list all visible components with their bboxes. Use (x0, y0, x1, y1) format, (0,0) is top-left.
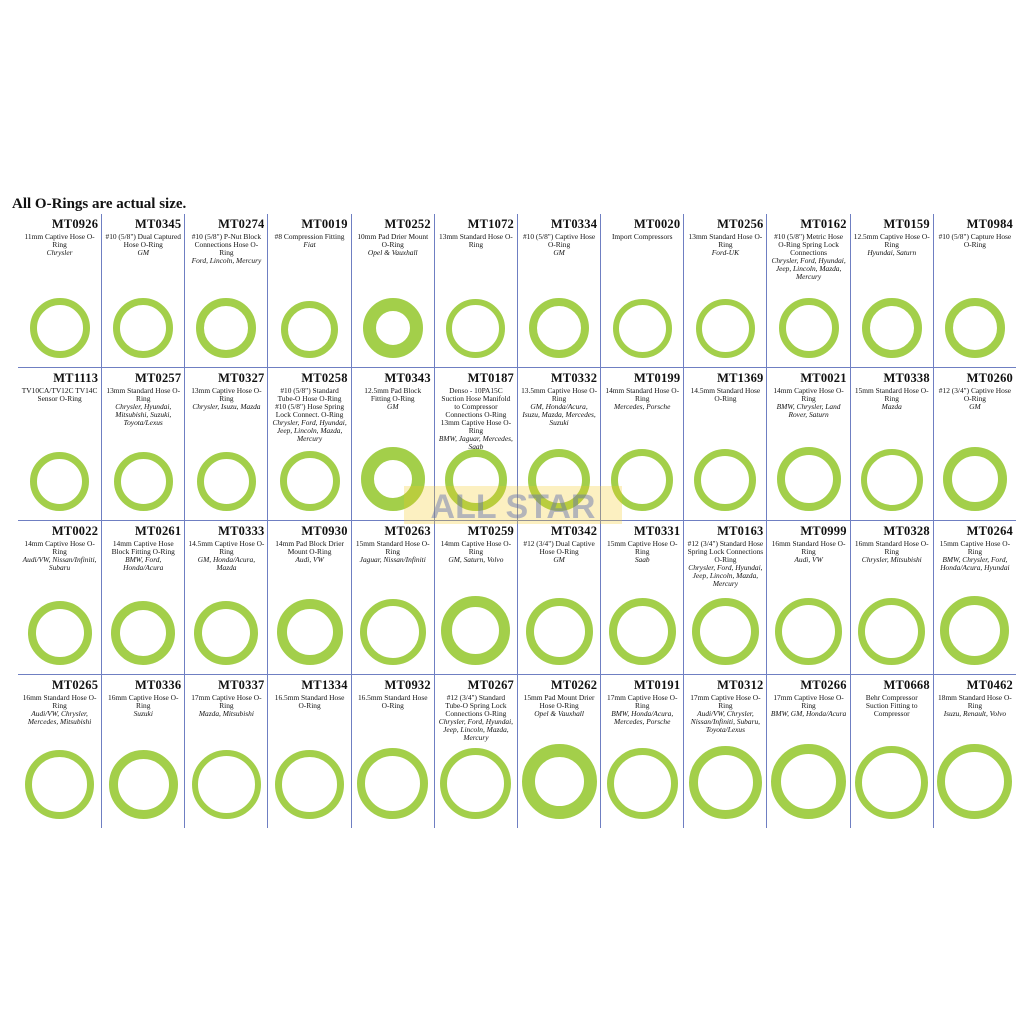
part-number: MT0336 (134, 677, 182, 692)
o-ring-graphic (194, 601, 258, 665)
part-description: 11mm Captive Hose O-Ring (24, 232, 95, 249)
o-ring-graphic (945, 298, 1005, 358)
o-ring-cell (184, 214, 267, 368)
vehicle-applications: Mercedes, Porsche (614, 401, 671, 411)
part-number: MT0462 (966, 677, 1013, 692)
vehicle-applications: Chrysler, Ford, Hyundai, Jeep, Lincoln, Mazda, Mercury (688, 563, 763, 588)
part-description: Behr Compressor Suction Fitting to Compressor (865, 692, 918, 718)
vehicle-applications: Chrysler, Mitsubishi (861, 555, 922, 564)
part-description: 18mm Standard Hose O-Ring (938, 692, 1012, 710)
vehicle-applications: BMW, Chrysler, Ford, Honda/Acura, Hyundai (940, 555, 1010, 572)
vehicle-applications: GM (553, 555, 565, 564)
part-description: 17mm Captive Hose O-Ring (191, 692, 262, 710)
part-description: 14mm Captive Hose O-Ring (440, 539, 512, 556)
part-description: 12.5mm Pad Block Fitting O-Ring (364, 385, 422, 403)
vehicle-applications: Chrysler, Ford, Hyundai, Jeep, Lincoln, Mazda, Mercury (438, 716, 514, 742)
part-number: MT0345 (134, 217, 182, 231)
o-ring-graphic (943, 447, 1007, 511)
vehicle-applications: Audi, VW (794, 555, 823, 564)
vehicle-applications: BMW, Honda/Acura, Mercedes, Porsche (611, 708, 674, 726)
part-number: MT0274 (218, 217, 265, 231)
part-number: MT0022 (51, 524, 99, 538)
part-description: 17mm Captive Hose O-Ring (607, 692, 678, 710)
o-ring-graphic (197, 452, 256, 511)
o-ring-cell (351, 675, 434, 829)
o-ring-graphic (861, 449, 923, 511)
page-title: All O-Rings are actual size. (12, 196, 187, 212)
o-ring-cell (850, 675, 933, 829)
part-number: MT0331 (633, 524, 681, 538)
o-ring-graphic (862, 298, 922, 358)
part-number: MT0343 (384, 370, 431, 385)
vehicle-applications: Jaguar, Nissan/Infiniti (359, 555, 426, 564)
vehicle-applications: GM, Honda/Acura, Isuzu, Mazda, Mercedes, Suzuki (522, 401, 596, 427)
o-ring-cell (101, 368, 184, 522)
o-ring-graphic (363, 298, 423, 358)
o-ring-graphic (280, 451, 340, 511)
part-number: MT0263 (384, 524, 431, 538)
o-ring-cell (766, 675, 849, 829)
part-number: MT0267 (467, 677, 514, 692)
o-ring-cell (600, 214, 683, 368)
part-number: MT0256 (717, 217, 764, 231)
vehicle-applications: Chrysler, Hyundai, Mitsubishi, Suzuki, Toyota/Lexus (115, 401, 172, 427)
o-ring-cell (933, 368, 1016, 522)
part-number: MT0930 (301, 524, 348, 538)
part-number: MT0333 (218, 524, 265, 538)
vehicle-applications: Chrysler, Ford, Hyundai, Jeep, Lincoln, Mazda, Mercury (771, 256, 846, 281)
part-number: MT1113 (53, 370, 99, 385)
part-number: MT0020 (633, 217, 681, 231)
vehicle-applications: Ford-UK (711, 248, 740, 257)
part-description: TV10CA/TV12C TV14C Sensor O-Ring (21, 385, 98, 403)
vehicle-applications: BMW, Chrysler, Land Rover, Saturn (776, 401, 841, 419)
o-ring-cell (683, 675, 766, 829)
part-description: #12 (3/4") Standard Tube-O Spring Lock Connections O-Ring (445, 692, 507, 718)
o-ring-cell (18, 675, 101, 829)
vehicle-applications: Chrysler, Isuzu, Mazda (192, 401, 261, 411)
o-ring-cell (766, 368, 849, 522)
o-ring-graphic (611, 449, 673, 511)
vehicle-applications: Audi, VW (295, 555, 324, 564)
o-ring-graphic (281, 301, 338, 358)
part-number: MT0261 (134, 524, 182, 538)
part-description: #10 (5/8") Captive Hose O-Ring (522, 232, 596, 249)
part-number: MT0252 (384, 217, 431, 231)
vehicle-applications: GM (137, 248, 149, 257)
o-ring-cell (933, 675, 1016, 829)
part-number: MT0984 (966, 217, 1013, 231)
part-description: #8 Compression Fitting (274, 232, 345, 241)
part-description: 10mm Pad Drier Mount O-Ring (357, 232, 429, 249)
part-number: MT1072 (467, 217, 514, 231)
o-ring-cell (267, 675, 350, 829)
part-number: MT0258 (301, 370, 348, 385)
vehicle-applications: Fiat (303, 240, 316, 249)
part-number: MT0199 (633, 370, 681, 385)
part-description: #10 (5/8") Metric Hose O-Ring Spring Lock Connections (774, 232, 844, 257)
part-description: 13mm Standard Hose O-Ring (688, 232, 763, 249)
o-ring-cell (683, 368, 766, 522)
part-description: #10 (5/8") Dual Captured Hose O-Ring (105, 232, 181, 249)
o-ring-graphic (609, 598, 676, 665)
o-ring-graphic (937, 744, 1012, 819)
part-number: MT1369 (717, 370, 764, 385)
part-number: MT0327 (218, 370, 265, 385)
o-ring-graphic (526, 598, 593, 665)
o-ring-cell (850, 521, 933, 675)
o-ring-graphic (441, 596, 510, 665)
o-ring-cell (351, 368, 434, 522)
part-description: 15mm Captive Hose O-Ring (939, 539, 1011, 556)
part-number: MT0328 (883, 524, 930, 538)
o-ring-graphic (192, 750, 261, 819)
o-ring-chart (18, 214, 1016, 828)
part-number: MT0334 (550, 217, 598, 231)
o-ring-graphic (775, 598, 842, 665)
o-ring-grid (18, 214, 1016, 828)
o-ring-cell (850, 368, 933, 522)
part-description: 14.5mm Captive Hose O-Ring (188, 539, 265, 556)
part-description: 17mm Captive Hose O-Ring (773, 692, 844, 710)
o-ring-cell (517, 675, 600, 829)
o-ring-cell (267, 521, 350, 675)
o-ring-cell (766, 521, 849, 675)
o-ring-cell (267, 214, 350, 368)
o-ring-graphic (113, 298, 173, 358)
vehicle-applications: Opel & Vauxhall (534, 708, 584, 718)
part-description: 15mm Captive Hose O-Ring (607, 539, 678, 556)
o-ring-cell (434, 521, 517, 675)
part-number: MT0163 (717, 524, 764, 538)
part-number: MT0191 (633, 677, 681, 692)
o-ring-cell (18, 214, 101, 368)
part-description: 14mm Captive Hose Block Fitting O-Ring (111, 539, 175, 556)
part-number: MT0259 (467, 524, 514, 538)
vehicle-applications: GM, Honda/Acura, Mazda (197, 555, 256, 572)
o-ring-cell (517, 521, 600, 675)
part-number: MT0337 (218, 677, 265, 692)
part-description: 13mm Standard Hose O-Ring (106, 385, 181, 403)
part-description: Import Compressors (611, 232, 673, 241)
o-ring-graphic (692, 598, 759, 665)
o-ring-graphic (613, 299, 672, 358)
part-description: 14mm Standard Hose O-Ring (605, 385, 680, 403)
o-ring-cell (351, 521, 434, 675)
o-ring-graphic (940, 596, 1009, 665)
o-ring-graphic (779, 298, 839, 358)
part-description: 16.5mm Standard Hose O-Ring (357, 692, 428, 710)
o-ring-cell (683, 214, 766, 368)
o-ring-cell (766, 214, 849, 368)
o-ring-graphic (777, 447, 841, 511)
o-ring-cell (434, 214, 517, 368)
o-ring-cell (434, 368, 517, 522)
o-ring-graphic (361, 447, 425, 511)
part-number: MT0187 (467, 370, 514, 385)
watermark-text: ALL STAR (430, 488, 596, 526)
part-description: 16mm Standard Hose O-Ring (22, 692, 97, 710)
o-ring-cell (18, 521, 101, 675)
part-number: MT0668 (883, 677, 930, 692)
o-ring-graphic (28, 601, 92, 665)
part-description: 14.5mm Standard Hose O-Ring (690, 385, 761, 403)
o-ring-graphic (522, 744, 597, 819)
part-description: #10 (5/8") Standard Tube-O Hose O-Ring #10 (5/8") Hose Spring Lock Connect. O-Ring (275, 385, 345, 419)
part-number: MT0257 (134, 370, 182, 385)
part-description: #12 (3/4") Dual Captive Hose O-Ring (523, 539, 595, 556)
part-number: MT0162 (800, 217, 847, 231)
part-description: 13.5mm Captive Hose O-Ring (521, 385, 598, 403)
part-description: 14mm Pad Block Drier Mount O-Ring (275, 539, 344, 556)
vehicle-applications: Isuzu, Renault, Volvo (943, 708, 1007, 718)
o-ring-graphic (696, 299, 755, 358)
o-ring-cell (434, 675, 517, 829)
vehicle-applications: BMW, Ford, Honda/Acura (123, 555, 164, 572)
o-ring-cell (933, 521, 1016, 675)
part-description: 14mm Captive Hose O-Ring (24, 539, 95, 556)
o-ring-cell (683, 521, 766, 675)
part-description: 15mm Pad Mount Drier Hose O-Ring (523, 692, 595, 710)
o-ring-cell (101, 214, 184, 368)
part-number: MT0312 (717, 677, 764, 692)
o-ring-graphic (607, 748, 678, 819)
part-description: #12 (3/4") Captive Hose O-Ring (938, 385, 1011, 403)
o-ring-graphic (529, 298, 589, 358)
vehicle-applications: Saab (634, 555, 650, 564)
o-ring-graphic (858, 598, 925, 665)
part-number: MT1334 (301, 677, 348, 692)
vehicle-applications: GM, Saturn, Volvo (448, 555, 504, 564)
part-description: 15mm Standard Hose O-Ring (355, 539, 430, 556)
o-ring-graphic (694, 449, 756, 511)
vehicle-applications: BMW, Jaguar, Mercedes, Saab (438, 433, 513, 451)
o-ring-cell (933, 214, 1016, 368)
o-ring-cell (267, 368, 350, 522)
vehicle-applications: Audi/VW, Chrysler, Mercedes, Mitsubishi (27, 708, 92, 726)
part-description: 15mm Standard Hose O-Ring (854, 385, 929, 403)
part-description: 16mm Standard Hose O-Ring (854, 539, 929, 556)
part-number: MT0999 (800, 524, 847, 538)
o-ring-cell (184, 521, 267, 675)
vehicle-applications: Mazda (881, 401, 902, 411)
part-number: MT0266 (800, 677, 847, 692)
vehicle-applications: Opel & Vauxhall (367, 248, 418, 257)
part-description: #10 (5/8") P-Nut Block Connections Hose O-Ring (191, 232, 262, 257)
o-ring-cell (850, 214, 933, 368)
o-ring-graphic (528, 449, 590, 511)
part-number: MT0265 (51, 677, 99, 692)
o-ring-graphic (30, 452, 89, 511)
o-ring-graphic (360, 599, 426, 665)
part-description: 16mm Captive Hose O-Ring (108, 692, 179, 710)
vehicle-applications: GM (386, 401, 399, 411)
o-ring-graphic (446, 299, 505, 358)
part-description: 13mm Standard Hose O-Ring (439, 232, 513, 249)
vehicle-applications: Audi/VW, Nissan/Infiniti, Subaru (22, 555, 97, 572)
o-ring-graphic (275, 750, 344, 819)
part-description: Denso - 10PA15C Suction Hose Manifold to Compressor Connections O-Ring 13mm Captive Hose O-Ring (440, 385, 512, 435)
o-ring-cell (600, 521, 683, 675)
part-description: 12.5mm Captive Hose O-Ring (853, 232, 930, 249)
part-description: #10 (5/8") Capture Hose O-Ring (938, 232, 1012, 249)
part-number: MT0926 (51, 217, 99, 231)
vehicle-applications: Ford, Lincoln, Mercury (191, 256, 262, 265)
vehicle-applications: Mazda, Mitsubishi (198, 708, 254, 718)
o-ring-graphic (689, 746, 762, 819)
vehicle-applications: Hyundai, Saturn (867, 248, 917, 257)
o-ring-cell (184, 675, 267, 829)
o-ring-cell (101, 521, 184, 675)
part-number: MT0159 (883, 217, 930, 231)
part-description: 13mm Captive Hose O-Ring (191, 385, 262, 403)
o-ring-cell (517, 368, 600, 522)
o-ring-graphic (25, 750, 94, 819)
o-ring-cell (351, 214, 434, 368)
vehicle-applications: Suzuki (133, 708, 153, 718)
o-ring-graphic (109, 750, 178, 819)
part-description: #12 (3/4") Standard Hose Spring Lock Connections O-Ring (687, 539, 764, 564)
vehicle-applications: Chrysler, Ford, Hyundai, Jeep, Lincoln, Mazda, Mercury (272, 417, 347, 443)
part-number: MT0338 (883, 370, 930, 385)
vehicle-applications: BMW, GM, Honda/Acura (770, 708, 847, 718)
o-ring-graphic (771, 744, 846, 819)
part-number: MT0342 (550, 524, 598, 538)
part-description: 16mm Standard Hose O-Ring (771, 539, 846, 556)
o-ring-graphic (114, 452, 173, 511)
part-description: 16.5mm Standard Hose O-Ring (274, 692, 345, 710)
o-ring-cell (600, 675, 683, 829)
o-ring-graphic (445, 449, 507, 511)
o-ring-graphic (30, 298, 90, 358)
o-ring-cell (101, 675, 184, 829)
o-ring-graphic (111, 601, 175, 665)
o-ring-graphic (440, 748, 511, 819)
part-number: MT0264 (966, 524, 1013, 538)
o-ring-cell (517, 214, 600, 368)
o-ring-cell (18, 368, 101, 522)
part-description: 17mm Captive Hose O-Ring (690, 692, 761, 710)
o-ring-graphic (357, 748, 428, 819)
part-description: 14mm Captive Hose O-Ring (773, 385, 844, 403)
vehicle-applications: Chrysler (46, 248, 73, 257)
o-ring-graphic (855, 746, 928, 819)
part-number: MT0332 (550, 370, 598, 385)
vehicle-applications: Audi/VW, Chrysler, Nissan/Infiniti, Subaru, Toyota/Lexus (690, 708, 760, 734)
o-ring-cell (184, 368, 267, 522)
vehicle-applications: GM (969, 401, 981, 411)
part-number: MT0262 (550, 677, 598, 692)
part-number: MT0260 (966, 370, 1013, 385)
o-ring-cell (600, 368, 683, 522)
part-number: MT0932 (384, 677, 431, 692)
part-number: MT0019 (301, 217, 348, 231)
o-ring-graphic (277, 599, 343, 665)
vehicle-applications: GM (553, 248, 565, 257)
part-number: MT0021 (800, 370, 847, 385)
o-ring-graphic (196, 298, 256, 358)
